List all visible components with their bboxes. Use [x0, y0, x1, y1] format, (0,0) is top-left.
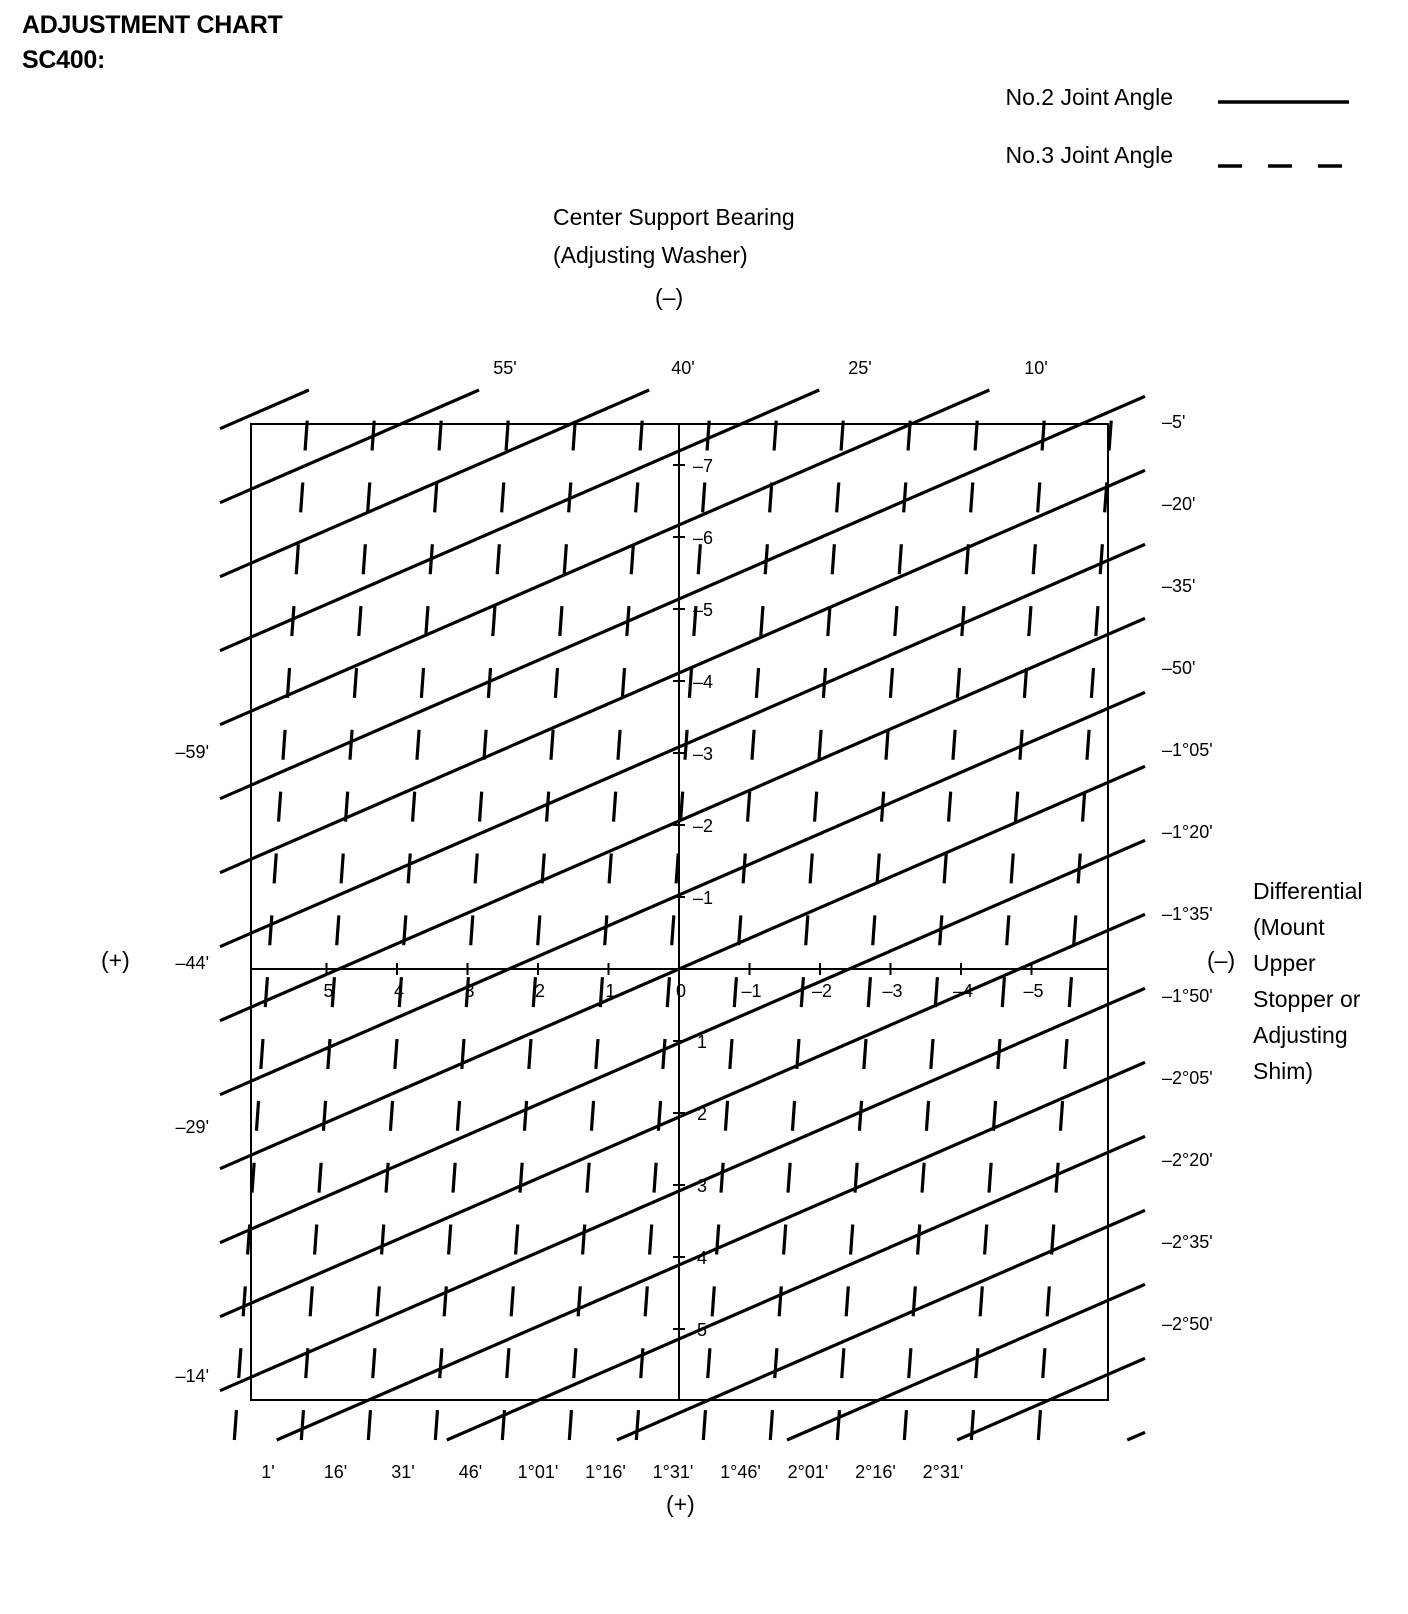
solid-line	[220, 618, 1145, 1020]
solid-line	[787, 1284, 1145, 1440]
h-axis-tick-label: –2	[811, 981, 833, 1001]
dashed-bottom-label: 46'	[458, 1462, 483, 1482]
v-axis-tick-label: 1	[697, 1032, 708, 1052]
v-axis-tick-label: –4	[693, 672, 714, 692]
top-label-line-1: Center Support Bearing	[553, 204, 795, 230]
h-axis-tick-label: –4	[952, 981, 974, 1001]
h-axis-tick-label: –5	[1023, 981, 1044, 1001]
solid-line	[447, 1136, 1145, 1440]
dashed-bottom-label: 2°16'	[855, 1462, 896, 1482]
dashed-line	[1038, 390, 1113, 1440]
v-axis-tick-label: –5	[693, 600, 714, 620]
dashed-line	[435, 390, 510, 1440]
top-sign: (–)	[655, 284, 684, 310]
solid-line	[220, 390, 309, 429]
solid-right-label: –1°20'	[1162, 822, 1213, 842]
v-axis-tick-label: 3	[697, 1176, 708, 1196]
solid-line	[220, 390, 819, 651]
h-axis-tick-label: –1	[741, 981, 762, 1001]
right-label-line: Stopper or	[1253, 986, 1361, 1012]
dashed-line	[502, 390, 577, 1440]
solid-line	[220, 988, 1145, 1390]
right-label-line: Shim)	[1253, 1058, 1314, 1084]
solid-top-label: 25'	[848, 358, 872, 378]
dashed-bottom-label: 1°46'	[720, 1462, 761, 1482]
dashed-bottom-label: 2°31'	[922, 1462, 964, 1482]
solid-right-label: –2°05'	[1162, 1068, 1213, 1088]
solid-line	[220, 396, 1145, 798]
dashed-bottom-label: 1°31'	[652, 1462, 694, 1482]
dashed-left-label: –14'	[175, 1366, 209, 1386]
dashed-left-label: –29'	[175, 1117, 209, 1137]
right-label-line: Adjusting	[1253, 1022, 1348, 1048]
solid-top-label: 40'	[671, 358, 695, 378]
v-axis-tick-label: 5	[697, 1320, 708, 1340]
solid-right-label: –5'	[1162, 412, 1186, 432]
dashed-left-label: –44'	[175, 953, 209, 973]
v-axis-tick-label: –6	[693, 528, 714, 548]
legend-lines	[1218, 102, 1349, 166]
h-axis-tick-label: 0	[675, 981, 687, 1001]
h-axis-tick-label: 2	[534, 981, 546, 1001]
solid-line	[220, 544, 1145, 946]
title-line-2: SC400:	[22, 46, 105, 74]
solid-line	[220, 390, 989, 725]
solid-right-label: –2°50'	[1162, 1314, 1213, 1334]
right-label-line: Differential	[1253, 878, 1363, 904]
solid-line	[220, 766, 1145, 1168]
h-axis-tick-label: 5	[323, 981, 334, 1001]
v-axis-tick-label: –7	[693, 456, 714, 476]
solid-right-label: –2°35'	[1162, 1232, 1213, 1252]
solid-line	[1127, 1432, 1145, 1440]
dashed-bottom-label: 2°01'	[787, 1462, 829, 1482]
top-label-line-2: (Adjusting Washer)	[553, 242, 748, 268]
dashed-line	[368, 390, 443, 1440]
dashed-line	[301, 390, 376, 1440]
h-axis-tick-label: –3	[882, 981, 903, 1001]
legend-dashed-label: No.3 Joint Angle	[1005, 142, 1173, 168]
h-axis-tick-label: 3	[464, 981, 475, 1001]
solid-right-label: –2°20'	[1162, 1150, 1213, 1170]
h-axis-tick-label: 1	[605, 981, 616, 1001]
dashed-line	[904, 390, 979, 1440]
v-axis-tick-label: 4	[697, 1248, 708, 1268]
legend-solid-label: No.2 Joint Angle	[1005, 84, 1173, 110]
solid-line	[220, 390, 649, 577]
title-line-1: ADJUSTMENT CHART	[22, 11, 283, 39]
solid-right-label: –50'	[1162, 658, 1196, 678]
dashed-bottom-label: 1°16'	[585, 1462, 626, 1482]
solid-top-label: 10'	[1024, 358, 1048, 378]
solid-top-label: 55'	[493, 358, 517, 378]
v-axis-tick-label: 2	[697, 1104, 708, 1124]
dashed-line	[837, 390, 912, 1440]
left-sign: (+)	[101, 947, 130, 973]
dashed-left-label: –59'	[175, 742, 209, 762]
solid-right-label: –1°50'	[1162, 986, 1213, 1006]
dashed-bottom-label: 1°01'	[517, 1462, 559, 1482]
right-sign: (–)	[1207, 947, 1236, 973]
solid-right-label: –1°05'	[1162, 740, 1213, 760]
dashed-line	[703, 390, 778, 1440]
v-axis-tick-label: –2	[693, 816, 714, 836]
solid-right-label: –1°35'	[1162, 904, 1213, 924]
solid-lines	[220, 390, 1145, 1440]
solid-right-label: –20'	[1162, 494, 1196, 514]
h-axis-tick-label: 4	[393, 981, 405, 1001]
right-label-line: Upper	[1253, 950, 1316, 976]
solid-right-label: –35'	[1162, 576, 1196, 596]
right-label-line: (Mount	[1253, 914, 1325, 940]
v-axis-tick-label: –3	[693, 744, 714, 764]
solid-line	[277, 1062, 1145, 1440]
dashed-bottom-label: 1'	[261, 1462, 275, 1482]
dashed-bottom-label: 31'	[391, 1462, 415, 1482]
bottom-sign: (+)	[666, 1491, 695, 1517]
dashed-bottom-label: 16'	[323, 1462, 348, 1482]
v-axis-tick-label: –1	[693, 888, 714, 908]
